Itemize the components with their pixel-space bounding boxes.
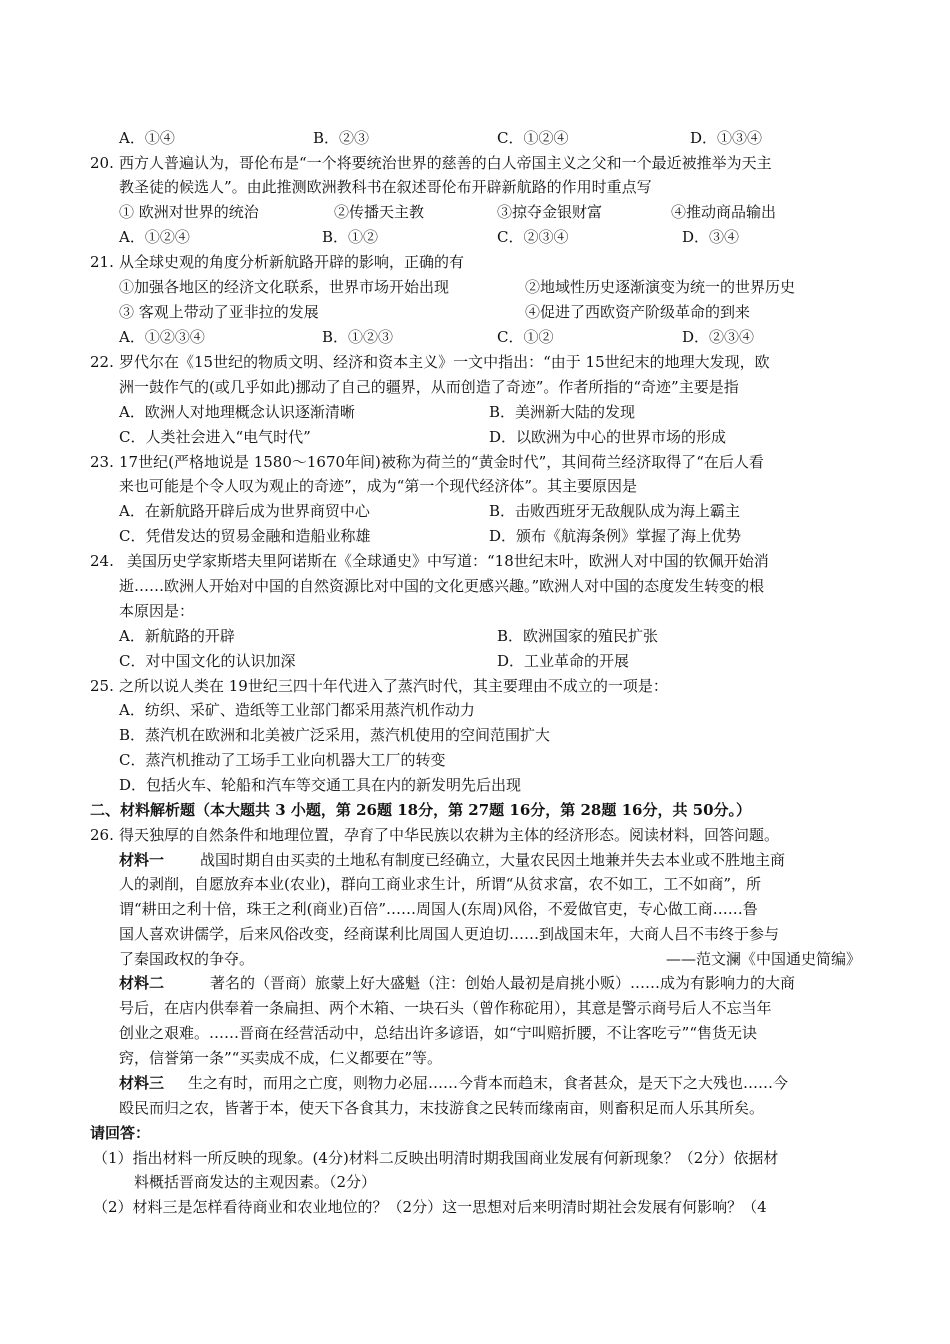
q25-stem: 之所以说人类在 19世纪三四十年代进入了蒸汽时代，其主要理由不成立的一项是： — [119, 677, 668, 695]
q20-option-b: B．①② — [322, 228, 379, 246]
q24-number: 24. — [90, 552, 114, 570]
q22-stem-line1: 罗代尔在《15世纪的物质文明、经济和资本主义》一文中指出：“由于 15世纪末的地理大发现，欧 — [119, 353, 770, 371]
q20-option-d: D．③④ — [682, 228, 740, 246]
q24-stem-line3: 本原因是： — [119, 602, 195, 620]
material1-line2: 人的剥削，自愿放弃本业(农业)，群向工商业求生计，所谓“从贫求富，农不如工，工不如商”，所 — [119, 875, 762, 893]
material2-line1: 著名的（晋商）旅蒙上好大盛魁（注：创始人最初是肩挑小贩）……成为有影响力的大商 — [210, 974, 796, 992]
material2-line3: 创业之艰难。……晋商在经营活动中，总结出许多谚语，如“宁叫赔折腰，不让客吃亏”“售货无诀 — [119, 1024, 758, 1042]
answer-2-line1: （2）材料三是怎样看待商业和农业地位的？（2分）这一思想对后来明清时期社会发展有何影响？（4 — [93, 1198, 767, 1216]
q22-number: 22. — [90, 353, 114, 371]
q25-option-c: C．蒸汽机推动了工场手工业向机器大工厂的转变 — [119, 751, 446, 769]
q24-stem-line2: 逝……欧洲人开始对中国的自然资源比对中国的文化更感兴趣。”欧洲人对中国的态度发生转变的根 — [119, 577, 765, 595]
q23-option-a: A．在新航路开辟后成为世界商贸中心 — [119, 502, 370, 520]
q24-option-d: D．工业革命的开展 — [497, 652, 630, 670]
q22-option-d: D．以欧洲为中心的世界市场的形成 — [489, 428, 727, 446]
q21-item-2: ②地域性历史逐渐演变为统一的世界历史 — [525, 278, 796, 296]
material2-line2: 号后，在店内供奉着一条扁担、两个木箱、一块石头（曾作称砣用），其意是警示商号后人不忘当年 — [119, 999, 772, 1017]
q25-option-d: D．包括火车、轮船和汽车等交通工具在内的新发明先后出现 — [119, 776, 522, 794]
q24-option-c: C．对中国文化的认识加深 — [119, 652, 296, 670]
material1-source: ——范文澜《中国通史简编》 — [666, 950, 862, 968]
q19-option-c: C．①②④ — [497, 129, 569, 147]
q20-stem-line2: 教圣徒的候选人”。由此推测欧洲教科书在叙述哥伦布开辟新航路的作用时重点写 — [119, 178, 652, 196]
q25-option-a: A．纺织、采矿、造纸等工业部门都采用蒸汽机作动力 — [119, 701, 475, 719]
answer-1-line1: （1）指出材料一所反映的现象。(4分)材料二反映出明清时期我国商业发展有何新现象？（2分）依据材 — [93, 1149, 779, 1167]
material3-line1: 生之有时，而用之亡度，则物力必屈……今背本而趋末，食者甚众，是天下之大残也……今 — [188, 1074, 789, 1092]
q21-item-4: ④促进了西欧资产阶级革命的到来 — [525, 303, 751, 321]
q24-option-a: A．新航路的开辟 — [119, 627, 235, 645]
q20-item-1: ① 欧洲对世界的统治 — [119, 203, 259, 221]
material1-line1: 战国时期自由买卖的土地私有制度已经确立，大量农民因土地兼并失去本业或不胜地主商 — [200, 851, 786, 869]
q20-option-c: C．②③④ — [497, 228, 569, 246]
section2-title: 二、材料解析题（本大题共 3 小题，第 26题 18分，第 27题 16分，第 28题 16分，共 50分。） — [90, 801, 752, 819]
q21-stem: 从全球史观的角度分析新航路开辟的影响，正确的有 — [119, 253, 465, 271]
q23-option-c: C．凭借发达的贸易金融和造船业称雄 — [119, 527, 371, 545]
q21-option-c: C．①② — [497, 328, 554, 346]
material3-title: 材料三 — [119, 1074, 165, 1092]
q21-option-d: D．②③④ — [682, 328, 755, 346]
q23-option-b: B．击败西班牙无敌舰队成为海上霸主 — [489, 502, 741, 520]
q20-stem-line1: 西方人普遍认为，哥伦布是“一个将要统治世界的慈善的白人帝国主义之父和一个最近被推举为天主 — [119, 154, 772, 172]
material2-title: 材料二 — [119, 974, 165, 992]
q20-number: 20. — [90, 154, 114, 172]
answer-1-line2: 料概括晋商发达的主观因素。（2分） — [134, 1173, 377, 1191]
q26-number: 26. — [90, 826, 114, 844]
q19-option-a: A．①④ — [119, 129, 175, 147]
q21-option-a: A．①②③④ — [119, 328, 205, 346]
q19-option-b: B．②③ — [313, 129, 370, 147]
q22-option-c: C．人类社会进入“电气时代” — [119, 428, 311, 446]
material1-line5: 了秦国政权的争夺。 — [119, 950, 255, 968]
q25-option-b: B．蒸汽机在欧洲和北美被广泛采用，蒸汽机使用的空间范围扩大 — [119, 726, 551, 744]
q26-stem: 得天独厚的自然条件和地理位置，孕育了中华民族以农耕为主体的经济形态。阅读材料，回答问题。 — [119, 826, 780, 844]
q22-stem-line2: 洲一鼓作气的(或几乎如此)挪动了自己的疆界，从而创造了奇迹”。作者所指的“奇迹”主要是指 — [119, 378, 739, 396]
q21-item-3: ③ 客观上带动了亚非拉的发展 — [119, 303, 319, 321]
q21-option-b: B．①②③ — [322, 328, 394, 346]
q23-number: 23. — [90, 453, 114, 471]
q21-item-1: ①加强各地区的经济文化联系，世界市场开始出现 — [119, 278, 450, 296]
q24-option-b: B．欧洲国家的殖民扩张 — [497, 627, 659, 645]
q22-option-a: A．欧洲人对地理概念认识逐渐清晰 — [119, 403, 355, 421]
material1-title: 材料一 — [119, 851, 165, 869]
q24-stem-line1: 美国历史学家斯塔夫里阿诺斯在《全球通史》中写道：“18世纪末叶，欧洲人对中国的钦佩开始消 — [127, 552, 769, 570]
answer-title: 请回答： — [90, 1124, 151, 1142]
q20-item-3: ③掠夺金银财富 — [497, 203, 603, 221]
material3-line2: 殴民而归之农，皆著于本，使天下各食其力，末技游食之民转而缘南亩，则畜积足而人乐其所矣。 — [119, 1099, 765, 1117]
q23-stem-line2: 来也可能是个令人叹为观止的奇迹”，成为“第一个现代经济体”。其主要原因是 — [119, 477, 638, 495]
q21-number: 21. — [90, 253, 114, 271]
q25-number: 25. — [90, 677, 114, 695]
q22-option-b: B．美洲新大陆的发现 — [489, 403, 636, 421]
q23-stem-line1: 17世纪(严格地说是 1580～1670年间)被称为荷兰的“黄金时代”，其间荷兰经济取得了“在后人看 — [119, 453, 764, 471]
material1-line4: 国人喜欢讲儒学，后来风俗改变，经商谋利比周国人更迫切……到战国末年，大商人吕不韦终于参与 — [119, 925, 780, 943]
q19-option-d: D．①③④ — [690, 129, 763, 147]
material1-line3: 谓“耕田之利十倍，珠王之利(商业)百倍”……周国人(东周)风俗，不爱做官吏，专心做工商……鲁 — [119, 900, 758, 918]
q23-option-d: D．颁布《航海条例》掌握了海上优势 — [489, 527, 742, 545]
q20-item-4: ④推动商品输出 — [671, 203, 777, 221]
material2-line4: 窍，信誉第一条”“买卖成不成，仁义都要在”等。 — [119, 1049, 443, 1067]
q20-item-2: ②传播天主教 — [334, 203, 425, 221]
q20-option-a: A．①②④ — [119, 228, 190, 246]
